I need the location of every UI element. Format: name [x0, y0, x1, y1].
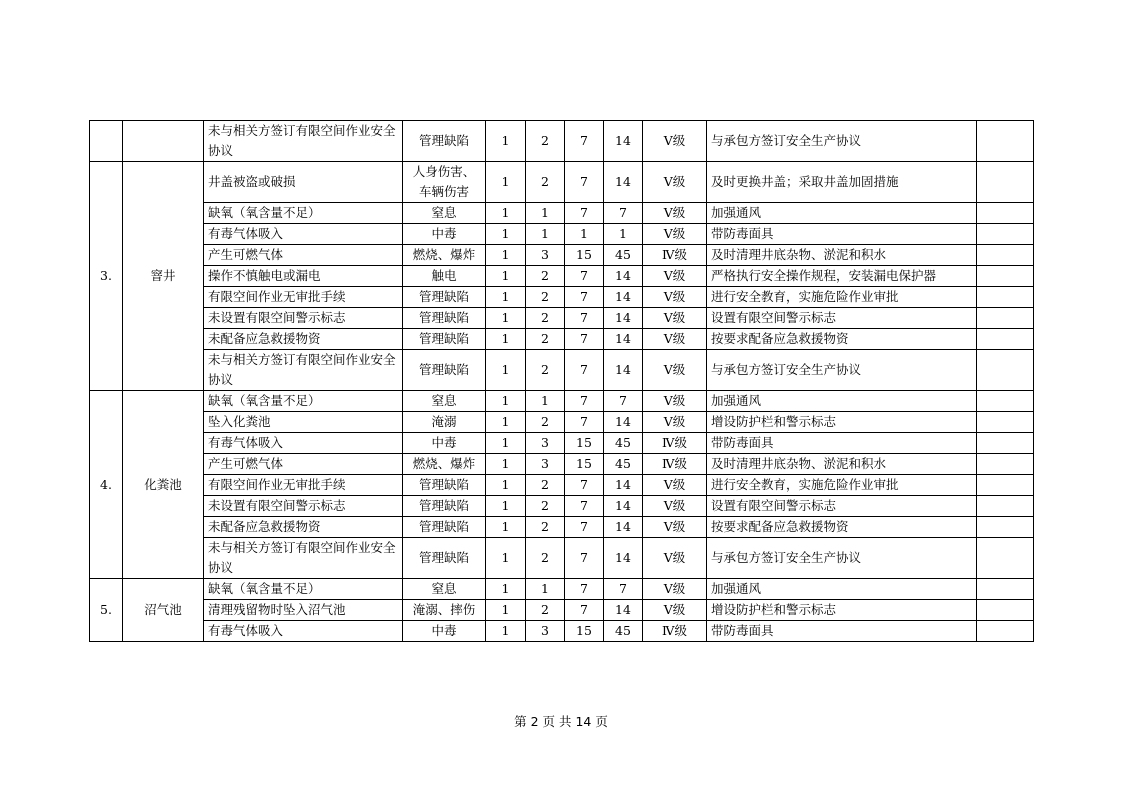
remark-cell: [977, 517, 1034, 538]
control-measure-cell: 加强通风: [707, 391, 977, 412]
exposure-cell: 2: [526, 412, 565, 433]
exposure-cell: 2: [526, 475, 565, 496]
table-row: [90, 329, 1034, 350]
consequence-cell: 7: [565, 329, 604, 350]
likelihood-cell: 1: [486, 121, 526, 162]
table-row: [90, 579, 1034, 600]
likelihood-cell: 1: [486, 538, 526, 579]
accident-type-cell: 管理缺陷: [403, 496, 486, 517]
likelihood-cell: 1: [486, 579, 526, 600]
risk-level-cell: Ⅳ级: [643, 433, 707, 454]
remark-cell: [977, 496, 1034, 517]
exposure-cell: 1: [526, 391, 565, 412]
table-row: [90, 121, 1034, 162]
risk-level-cell: Ⅴ级: [643, 287, 707, 308]
likelihood-cell: 1: [486, 245, 526, 266]
item-number-cell: 4.: [90, 391, 123, 579]
exposure-cell: 2: [526, 538, 565, 579]
remark-cell: [977, 391, 1034, 412]
likelihood-cell: 1: [486, 517, 526, 538]
accident-type-cell: 管理缺陷: [403, 308, 486, 329]
table-row: [90, 517, 1034, 538]
remark-cell: [977, 308, 1034, 329]
exposure-cell: 2: [526, 287, 565, 308]
risk-level-cell: Ⅴ级: [643, 391, 707, 412]
consequence-cell: 7: [565, 391, 604, 412]
control-measure-cell: 与承包方签订安全生产协议: [707, 121, 977, 162]
risk-value-cell: 14: [604, 496, 643, 517]
accident-type-cell: 淹溺: [403, 412, 486, 433]
exposure-cell: 2: [526, 517, 565, 538]
exposure-cell: 1: [526, 579, 565, 600]
accident-type-cell: 人身伤害、车辆伤害: [403, 162, 486, 203]
hazard-cell: 未配备应急救援物资: [204, 517, 403, 538]
consequence-cell: 7: [565, 475, 604, 496]
risk-assessment-table: [89, 120, 1034, 642]
location-name-cell: [123, 121, 204, 162]
control-measure-cell: 加强通风: [707, 579, 977, 600]
remark-cell: [977, 203, 1034, 224]
likelihood-cell: 1: [486, 287, 526, 308]
accident-type-cell: 管理缺陷: [403, 475, 486, 496]
remark-cell: [977, 433, 1034, 454]
hazard-cell: 未设置有限空间警示标志: [204, 496, 403, 517]
consequence-cell: 15: [565, 454, 604, 475]
consequence-cell: 7: [565, 412, 604, 433]
exposure-cell: 2: [526, 329, 565, 350]
exposure-cell: 2: [526, 496, 565, 517]
item-number-cell: 5.: [90, 579, 123, 642]
accident-type-cell: 窒息: [403, 579, 486, 600]
hazard-cell: 缺氧（氧含量不足）: [204, 579, 403, 600]
risk-level-cell: Ⅴ级: [643, 121, 707, 162]
risk-level-cell: Ⅳ级: [643, 621, 707, 642]
control-measure-cell: 与承包方签订安全生产协议: [707, 350, 977, 391]
consequence-cell: 7: [565, 287, 604, 308]
risk-level-cell: Ⅴ级: [643, 266, 707, 287]
likelihood-cell: 1: [486, 203, 526, 224]
likelihood-cell: 1: [486, 224, 526, 245]
page-footer: 第 2 页 共 14 页: [514, 714, 608, 729]
hazard-cell: 未配备应急救援物资: [204, 329, 403, 350]
risk-level-cell: Ⅴ级: [643, 224, 707, 245]
table-row: [90, 412, 1034, 433]
consequence-cell: 7: [565, 600, 604, 621]
exposure-cell: 2: [526, 600, 565, 621]
control-measure-cell: 及时清理井底杂物、淤泥和积水: [707, 454, 977, 475]
risk-value-cell: 14: [604, 121, 643, 162]
consequence-cell: 7: [565, 538, 604, 579]
accident-type-cell: 淹溺、摔伤: [403, 600, 486, 621]
hazard-cell: 有毒气体吸入: [204, 224, 403, 245]
risk-value-cell: 45: [604, 454, 643, 475]
control-measure-cell: 严格执行安全操作规程，安装漏电保护器: [707, 266, 977, 287]
hazard-cell: 井盖被盗或破损: [204, 162, 403, 203]
consequence-cell: 7: [565, 308, 604, 329]
table-row: [90, 287, 1034, 308]
consequence-cell: 7: [565, 121, 604, 162]
control-measure-cell: 增设防护栏和警示标志: [707, 600, 977, 621]
risk-level-cell: Ⅴ级: [643, 203, 707, 224]
risk-value-cell: 14: [604, 517, 643, 538]
consequence-cell: 15: [565, 245, 604, 266]
table-row: [90, 475, 1034, 496]
control-measure-cell: 进行安全教育，实施危险作业审批: [707, 475, 977, 496]
remark-cell: [977, 162, 1034, 203]
remark-cell: [977, 329, 1034, 350]
remark-cell: [977, 266, 1034, 287]
control-measure-cell: 加强通风: [707, 203, 977, 224]
table-row: [90, 224, 1034, 245]
risk-value-cell: 14: [604, 162, 643, 203]
likelihood-cell: 1: [486, 475, 526, 496]
location-name-cell: 沼气池: [123, 579, 204, 642]
hazard-cell: 有限空间作业无审批手续: [204, 287, 403, 308]
likelihood-cell: 1: [486, 433, 526, 454]
hazard-cell: 缺氧（氧含量不足）: [204, 203, 403, 224]
risk-value-cell: 14: [604, 475, 643, 496]
risk-level-cell: Ⅴ级: [643, 350, 707, 391]
hazard-cell: 未与相关方签订有限空间作业安全协议: [204, 538, 403, 579]
accident-type-cell: 中毒: [403, 433, 486, 454]
remark-cell: [977, 454, 1034, 475]
risk-level-cell: Ⅴ级: [643, 162, 707, 203]
table-row: [90, 391, 1034, 412]
risk-value-cell: 14: [604, 538, 643, 579]
remark-cell: [977, 621, 1034, 642]
likelihood-cell: 1: [486, 454, 526, 475]
risk-value-cell: 7: [604, 391, 643, 412]
exposure-cell: 2: [526, 162, 565, 203]
risk-level-cell: Ⅳ级: [643, 245, 707, 266]
accident-type-cell: 管理缺陷: [403, 329, 486, 350]
item-number-cell: 3.: [90, 162, 123, 391]
table-row: [90, 245, 1034, 266]
control-measure-cell: 设置有限空间警示标志: [707, 496, 977, 517]
table-row: [90, 266, 1034, 287]
exposure-cell: 2: [526, 266, 565, 287]
hazard-cell: 未设置有限空间警示标志: [204, 308, 403, 329]
hazard-cell: 操作不慎触电或漏电: [204, 266, 403, 287]
location-name-cell: 窨井: [123, 162, 204, 391]
consequence-cell: 7: [565, 496, 604, 517]
remark-cell: [977, 350, 1034, 391]
likelihood-cell: 1: [486, 266, 526, 287]
risk-value-cell: 1: [604, 224, 643, 245]
likelihood-cell: 1: [486, 329, 526, 350]
risk-value-cell: 45: [604, 433, 643, 454]
control-measure-cell: 带防毒面具: [707, 621, 977, 642]
accident-type-cell: 中毒: [403, 621, 486, 642]
location-name-cell: 化粪池: [123, 391, 204, 579]
control-measure-cell: 及时清理井底杂物、淤泥和积水: [707, 245, 977, 266]
control-measure-cell: 按要求配备应急救援物资: [707, 329, 977, 350]
exposure-cell: 1: [526, 203, 565, 224]
risk-value-cell: 14: [604, 287, 643, 308]
risk-value-cell: 45: [604, 621, 643, 642]
consequence-cell: 7: [565, 579, 604, 600]
control-measure-cell: 进行安全教育，实施危险作业审批: [707, 287, 977, 308]
accident-type-cell: 管理缺陷: [403, 287, 486, 308]
accident-type-cell: 管理缺陷: [403, 517, 486, 538]
hazard-cell: 未与相关方签订有限空间作业安全协议: [204, 350, 403, 391]
risk-value-cell: 7: [604, 579, 643, 600]
table-row: [90, 538, 1034, 579]
exposure-cell: 3: [526, 433, 565, 454]
table-row: [90, 162, 1034, 203]
exposure-cell: 3: [526, 621, 565, 642]
risk-value-cell: 14: [604, 412, 643, 433]
exposure-cell: 2: [526, 121, 565, 162]
risk-value-cell: 14: [604, 308, 643, 329]
remark-cell: [977, 600, 1034, 621]
risk-level-cell: Ⅴ级: [643, 308, 707, 329]
risk-value-cell: 45: [604, 245, 643, 266]
accident-type-cell: 触电: [403, 266, 486, 287]
table-row: [90, 600, 1034, 621]
consequence-cell: 7: [565, 162, 604, 203]
risk-level-cell: Ⅴ级: [643, 412, 707, 433]
control-measure-cell: 带防毒面具: [707, 433, 977, 454]
hazard-cell: 坠入化粪池: [204, 412, 403, 433]
hazard-cell: 产生可燃气体: [204, 454, 403, 475]
control-measure-cell: 按要求配备应急救援物资: [707, 517, 977, 538]
risk-value-cell: 14: [604, 329, 643, 350]
risk-level-cell: Ⅴ级: [643, 600, 707, 621]
risk-value-cell: 14: [604, 350, 643, 391]
likelihood-cell: 1: [486, 496, 526, 517]
hazard-cell: 产生可燃气体: [204, 245, 403, 266]
accident-type-cell: 窒息: [403, 391, 486, 412]
consequence-cell: 7: [565, 203, 604, 224]
likelihood-cell: 1: [486, 600, 526, 621]
control-measure-cell: 增设防护栏和警示标志: [707, 412, 977, 433]
accident-type-cell: 管理缺陷: [403, 538, 486, 579]
likelihood-cell: 1: [486, 391, 526, 412]
table-body: [90, 121, 1034, 642]
risk-level-cell: Ⅴ级: [643, 579, 707, 600]
accident-type-cell: 燃烧、爆炸: [403, 245, 486, 266]
table-row: [90, 308, 1034, 329]
table-row: [90, 496, 1034, 517]
remark-cell: [977, 287, 1034, 308]
control-measure-cell: 带防毒面具: [707, 224, 977, 245]
likelihood-cell: 1: [486, 621, 526, 642]
risk-level-cell: Ⅳ级: [643, 454, 707, 475]
consequence-cell: 1: [565, 224, 604, 245]
control-measure-cell: 与承包方签订安全生产协议: [707, 538, 977, 579]
likelihood-cell: 1: [486, 412, 526, 433]
accident-type-cell: 管理缺陷: [403, 350, 486, 391]
exposure-cell: 3: [526, 245, 565, 266]
hazard-cell: 未与相关方签订有限空间作业安全协议: [204, 121, 403, 162]
consequence-cell: 15: [565, 433, 604, 454]
consequence-cell: 7: [565, 350, 604, 391]
exposure-cell: 1: [526, 224, 565, 245]
consequence-cell: 7: [565, 266, 604, 287]
risk-level-cell: Ⅴ级: [643, 496, 707, 517]
control-measure-cell: 设置有限空间警示标志: [707, 308, 977, 329]
accident-type-cell: 燃烧、爆炸: [403, 454, 486, 475]
likelihood-cell: 1: [486, 350, 526, 391]
risk-level-cell: Ⅴ级: [643, 517, 707, 538]
risk-level-cell: Ⅴ级: [643, 475, 707, 496]
control-measure-cell: 及时更换井盖；采取井盖加固措施: [707, 162, 977, 203]
remark-cell: [977, 412, 1034, 433]
remark-cell: [977, 579, 1034, 600]
likelihood-cell: 1: [486, 162, 526, 203]
remark-cell: [977, 245, 1034, 266]
risk-level-cell: Ⅴ级: [643, 329, 707, 350]
remark-cell: [977, 538, 1034, 579]
hazard-cell: 有毒气体吸入: [204, 621, 403, 642]
accident-type-cell: 中毒: [403, 224, 486, 245]
table-row: [90, 350, 1034, 391]
hazard-cell: 有毒气体吸入: [204, 433, 403, 454]
remark-cell: [977, 121, 1034, 162]
table-row: [90, 621, 1034, 642]
risk-value-cell: 7: [604, 203, 643, 224]
remark-cell: [977, 475, 1034, 496]
consequence-cell: 7: [565, 517, 604, 538]
exposure-cell: 3: [526, 454, 565, 475]
accident-type-cell: 窒息: [403, 203, 486, 224]
item-number-cell: [90, 121, 123, 162]
likelihood-cell: 1: [486, 308, 526, 329]
exposure-cell: 2: [526, 350, 565, 391]
hazard-cell: 清理残留物时坠入沼气池: [204, 600, 403, 621]
exposure-cell: 2: [526, 308, 565, 329]
remark-cell: [977, 224, 1034, 245]
hazard-cell: 有限空间作业无审批手续: [204, 475, 403, 496]
risk-value-cell: 14: [604, 600, 643, 621]
accident-type-cell: 管理缺陷: [403, 121, 486, 162]
table-row: [90, 433, 1034, 454]
consequence-cell: 15: [565, 621, 604, 642]
risk-value-cell: 14: [604, 266, 643, 287]
table-row: [90, 203, 1034, 224]
hazard-cell: 缺氧（氧含量不足）: [204, 391, 403, 412]
table-row: [90, 454, 1034, 475]
risk-level-cell: Ⅴ级: [643, 538, 707, 579]
